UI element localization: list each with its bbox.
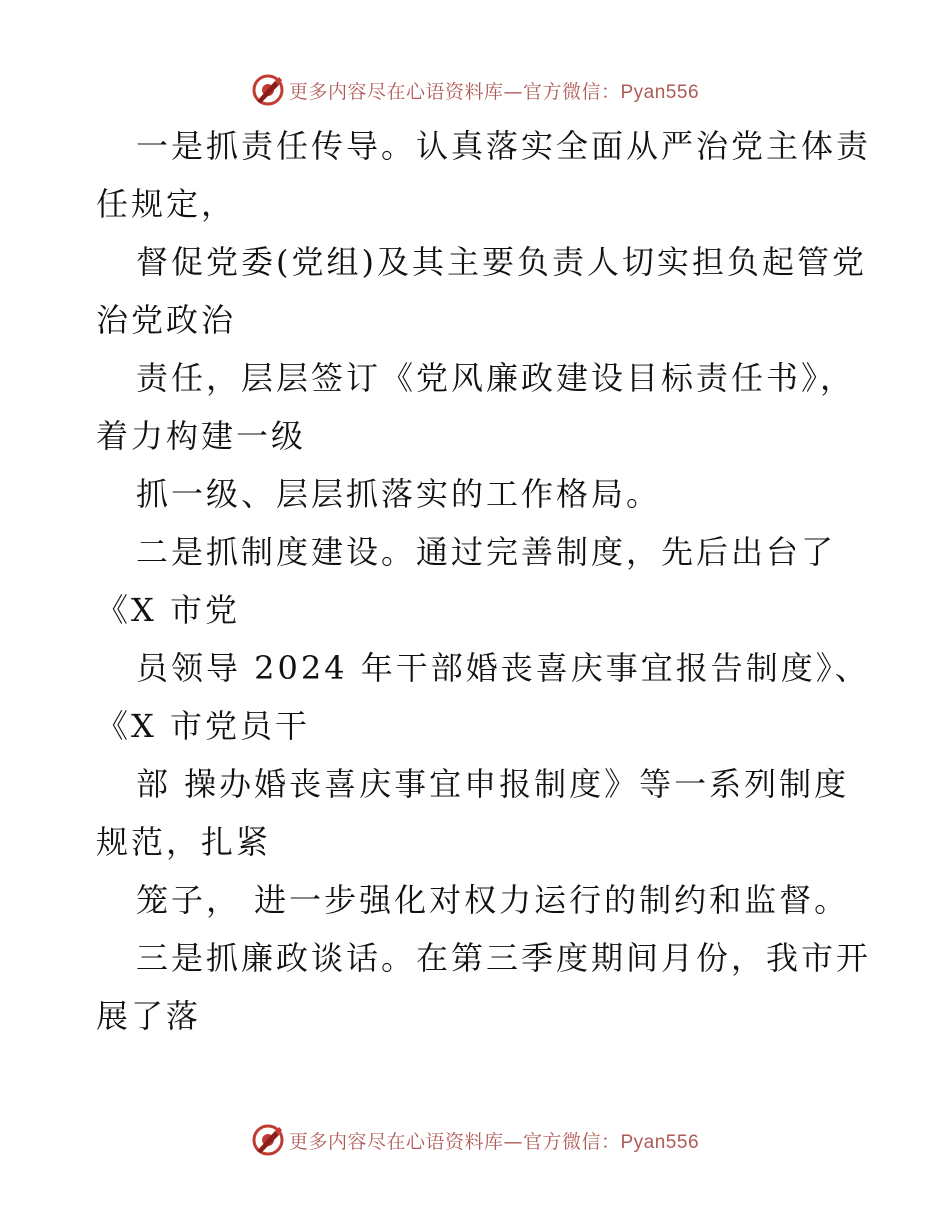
text-line: 督促党委(党组)及其主要负责人切实担负起管党 [136,243,867,281]
text-line: 《X 市党员干 [96,707,310,745]
header-watermark-banner [0,70,950,110]
logo-icon [251,73,285,107]
text-line: 《X 市党 [96,591,240,629]
text-line: 责任，层层签订《党风廉政建设目标责任书》， [136,359,856,397]
text-line: 部 操办婚丧喜庆事宜申报制度》等一系列制度 [136,765,850,803]
text-line: 任规定， [96,185,237,223]
text-line: 着力构建一级 [96,417,307,455]
text-line: 三是抓廉政谈话。在第三季度期间月份，我市开 [136,939,872,977]
text-line: 抓一级、层层抓落实的工作格局。 [136,475,662,513]
text-line: 笼子， 进一步强化对权力运行的制约和监督。 [136,881,850,919]
text-line: 规范，扎紧 [96,823,272,861]
banner-text: 更多内容尽在心语资料库—官方微信：Pyan556 [288,80,700,103]
text-line: 展了落 [96,997,202,1035]
text-line: 治党政治 [96,301,237,339]
text-line: 员领导 2024 年干部婚丧喜庆事宜报告制度》、 [136,649,870,687]
logo-icon [251,1123,285,1157]
footer-watermark-banner [0,1120,950,1160]
text-line: 二是抓制度建设。通过完善制度，先后出台了 [136,533,837,571]
banner-text: 更多内容尽在心语资料库—官方微信：Pyan556 [288,1130,700,1153]
text-line: 一是抓责任传导。认真落实全面从严治党主体责 [136,127,872,165]
